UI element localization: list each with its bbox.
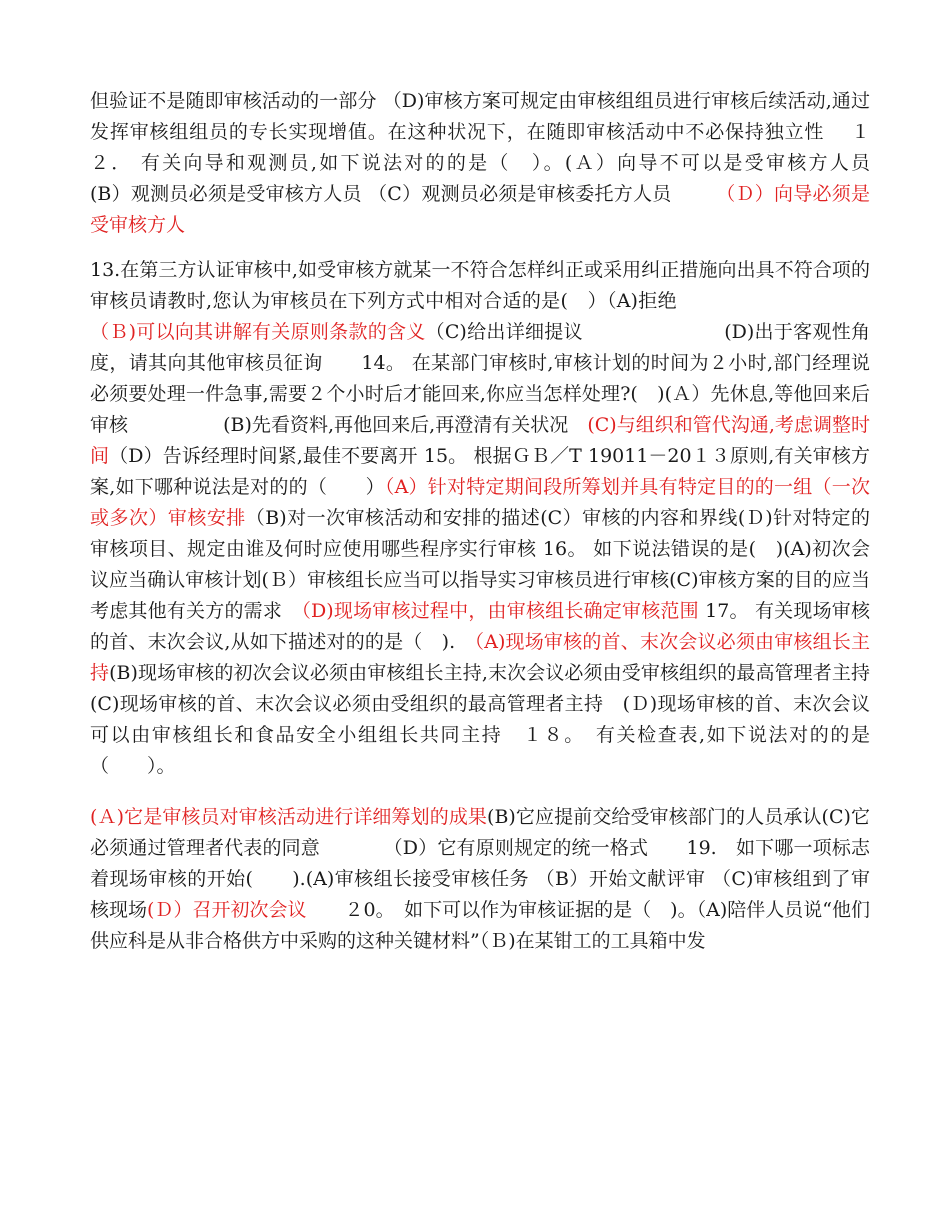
document-page xyxy=(90,86,934,957)
answer-run: (C)与组织和管代沟通,考虑调整时间 xyxy=(90,414,870,467)
text-run: (B)它应提前交给受审核部门的人员承认(C)它必须通过管理者代表的同意 （D）它有原则规定的统一格式 19. 如下哪一项标志着现场审核的开始( ).(A)审核组长接受审核任务 （B）开始文献评审 （C)审核组到了审核现场 xyxy=(90,806,871,921)
paragraph-q13-q18 xyxy=(90,255,889,782)
paragraph-q11-q12 xyxy=(90,86,934,241)
paragraph-q18-q20 xyxy=(90,802,870,957)
answer-run: （A）针对特定期间段所筹划并具有特定目的的一组（一次或多次）审核安排 xyxy=(90,476,870,529)
answer-run: （A)现场审核的首、末次会议必须由审核组长主持 xyxy=(90,631,871,684)
answer-run: （Ｂ)可以向其讲解有关原则条款的含义 xyxy=(90,321,426,343)
text-run: ２0。 如下可以作为审核证据的是（ )。（A)陪伴人员说“他们供应科是从非合格供方中采购的这种关键材料”（Ｂ)在某钳工的工具箱中发 xyxy=(90,899,870,952)
text-run: 但验证不是随即审核活动的一部分 （D)审核方案可规定由审核组组员进行审核后续活动,通过发挥审核组组员的专长实现增值。在这种状况下，在随即审核活动中不必保持独立性 １２． 有关向导和观测员,如下说法对的的是（ ）。(Ａ）向导不可以是受审核方人员 (B）观测员必须是受审核方人员 （C）观测员必须是审核委托方人员 xyxy=(90,90,934,205)
text-run: （B)对一次审核活动和安排的描述(C）审核的内容和界线(Ｄ)针对特定的审核项目、规定由谁及何时应使用哪些程序实行审核 16。 如下说法错误的是( )(A)初次会议应当确认审核计划(Ｂ）审核组长应当可以指导实习审核员进行审核(C)审核方案的目的应当考虑其他有关方的需求 xyxy=(90,507,870,622)
text-run: （C)给出详细提议 (D)出于客观性角度，请其向其他审核员征询 14。 在某部门审核时,审核计划的时间为２小时,部门经理说必须要处理一件急事,需要２个小时后才能回来,你应当怎样处理?( )(Ａ）先休息,等他回来后审核 (B)先看资料,再他回来后,再澄清有关状况 xyxy=(90,321,870,436)
answer-run: （Ｄ）向导必须是受审核方人 xyxy=(90,183,870,236)
text-run: 13.在第三方认证审核中,如受审核方就某一不符合怎样纠正或采用纠正措施向出具不符合项的审核员请教时,您认为审核员在下列方式中相对合适的是( ）（A)拒绝 xyxy=(90,259,870,312)
answer-run: (Ａ)它是审核员对审核活动进行详细筹划的成果 xyxy=(90,806,488,828)
text-run: （D）告诉经理时间紧,最佳不要离开 15。 根据ＧＢ／T 19011－20１３原则,有关审核方案,如下哪种说法是对的的（ ） xyxy=(90,445,870,498)
text-run: 17。 有关现场审核的首、末次会议,从如下描述对的的是（ ). xyxy=(90,600,870,653)
text-run: (B)现场审核的初次会议必须由审核组长主持,末次会议必须由受审核组织的最高管理者主持 (C)现场审核的首、末次会议必须由受组织的最高管理者主持 (Ｄ)现场审核的首、末次会议可以由审核组长和食品安全小组组长共同主持 １８。 有关检查表,如下说法对的的是（ ）。 xyxy=(90,662,889,777)
answer-run: (Ｄ）召开初次会议 xyxy=(147,899,307,921)
answer-run: （D)现场审核过程中，由审核组长确定审核范围 xyxy=(301,600,699,622)
